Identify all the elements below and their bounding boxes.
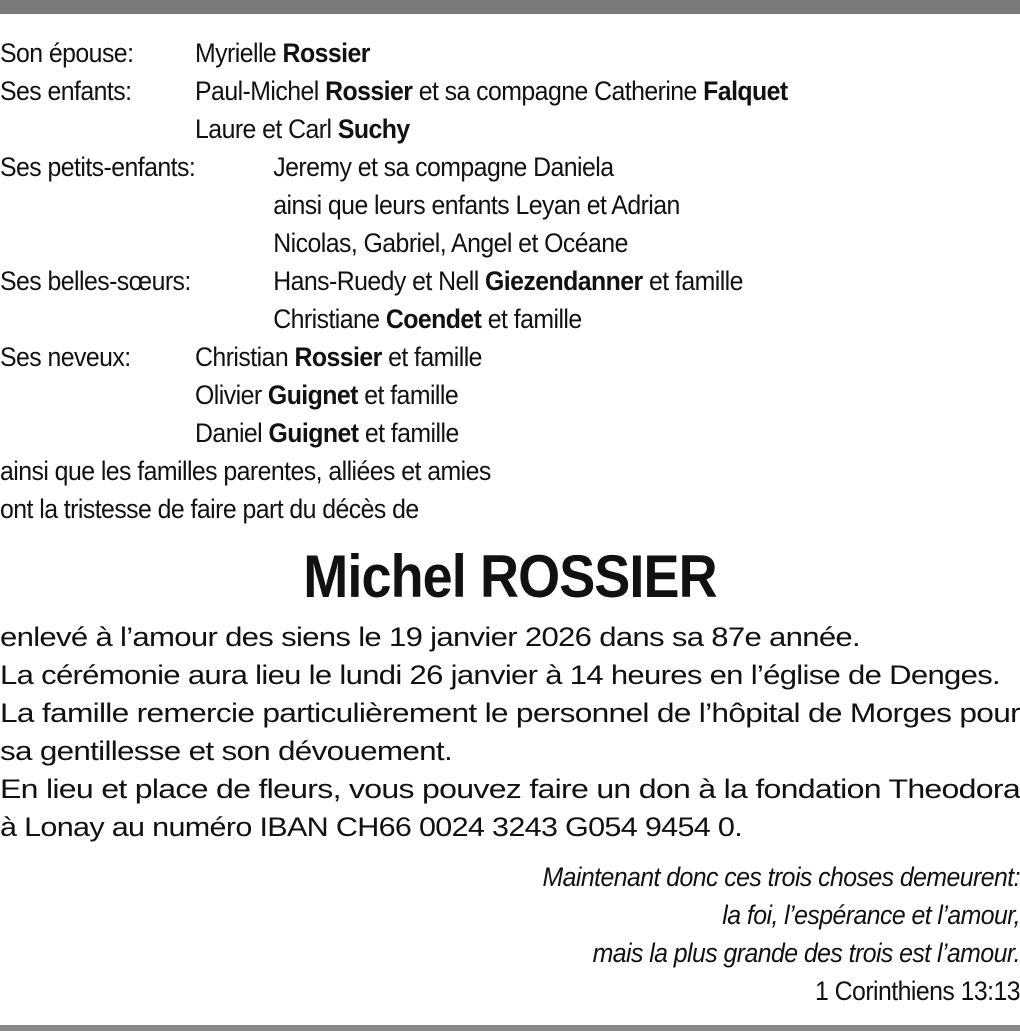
obituary-notice [0, 34, 1020, 1010]
nephew1-last: Rossier [294, 342, 382, 372]
deceased-name: Michel ROSSIER [303, 543, 717, 610]
children-label: Ses enfants: [0, 76, 132, 106]
closing-line-1: ainsi que les familles parentes, alliées et amies [0, 456, 491, 486]
spouse-last: Rossier [282, 38, 370, 68]
spouse-label: Son épouse: [0, 38, 134, 68]
nephews-line-3 [0, 414, 938, 452]
bottom-rule [0, 1025, 1020, 1031]
children-line-2 [0, 110, 938, 148]
child1-mid: et sa compagne Catherine [412, 76, 704, 106]
grandchildren-line-3 [0, 224, 938, 262]
grandchildren-text-2: ainsi que leurs enfants Leyan et Adrian [273, 190, 680, 220]
child2-last: Suchy [337, 114, 410, 144]
detail-line-2: La cérémonie aura lieu le lundi 26 janvier à 14 heures en l’église de Denges. [0, 660, 1001, 690]
sisters-line-2 [0, 300, 938, 338]
detail-line-1: enlevé à l’amour des siens le 19 janvier 2026 dans sa 87e année. [0, 622, 860, 652]
spouse-first: Myrielle [195, 38, 283, 68]
quote-line-3: mais la plus grande des trois est l’amour. [592, 938, 1020, 968]
quote-reference: 1 Corinthiens 13:13 [815, 976, 1020, 1006]
grandchildren-text-3: Nicolas, Gabriel, Angel et Océane [273, 228, 628, 258]
nephew2-first: Olivier [195, 380, 268, 410]
grandchildren-label: Ses petits-enfants: [0, 152, 196, 182]
nephew1-suffix: et famille [381, 342, 482, 372]
nephews-label: Ses neveux: [0, 342, 131, 372]
nephews-line-1 [0, 338, 938, 376]
grandchildren-line-2 [0, 186, 938, 224]
sister1-first: Hans-Ruedy et Nell [273, 266, 486, 296]
sisters-label: Ses belles-sœurs: [0, 266, 191, 296]
grandchildren-line-1 [0, 148, 938, 186]
quote-line-2: la foi, l’espérance et l’amour, [722, 900, 1020, 930]
grandchildren-text-1: Jeremy et sa compagne Daniela [273, 152, 614, 182]
nephews-line-2 [0, 376, 938, 414]
children-line-1 [0, 72, 938, 110]
detail-line-4: sa gentillesse et son dévouement. [0, 736, 452, 766]
nephew3-first: Daniel [195, 418, 269, 448]
nephew2-suffix: et famille [357, 380, 459, 410]
sister2-suffix: et famille [481, 304, 582, 334]
child1-last: Rossier [325, 76, 413, 106]
bible-quote [0, 858, 1020, 1010]
nephew2-last: Guignet [267, 380, 358, 410]
details-paragraph [0, 618, 1020, 846]
top-rule [0, 0, 1020, 14]
sisters-line-1 [0, 262, 938, 300]
detail-line-6: à Lonay au numéro IBAN CH66 0024 3243 G054 9454 0. [0, 812, 742, 842]
quote-line-1: Maintenant donc ces trois choses demeurent: [542, 862, 1020, 892]
nephew3-last: Guignet [268, 418, 359, 448]
child1-first: Paul-Michel [195, 76, 326, 106]
spouse-line [0, 34, 938, 72]
sister1-last: Giezendanner [485, 266, 643, 296]
child2-first: Laure et Carl [195, 114, 338, 144]
detail-line-3: La famille remercie particulièrement le personnel de l’hôpital de Morges pour [0, 698, 1020, 728]
sister2-first: Christiane [273, 304, 386, 334]
nephew1-first: Christian [195, 342, 295, 372]
detail-line-5: En lieu et place de fleurs, vous pouvez faire un don à la fondation Theodora [0, 774, 1020, 804]
closing-line-2: ont la tristesse de faire part du décès de [0, 494, 419, 524]
sister1-suffix: et famille [642, 266, 743, 296]
nephew3-suffix: et famille [358, 418, 459, 448]
sister2-last: Coendet [385, 304, 482, 334]
child1-partner-last: Falquet [703, 76, 788, 106]
